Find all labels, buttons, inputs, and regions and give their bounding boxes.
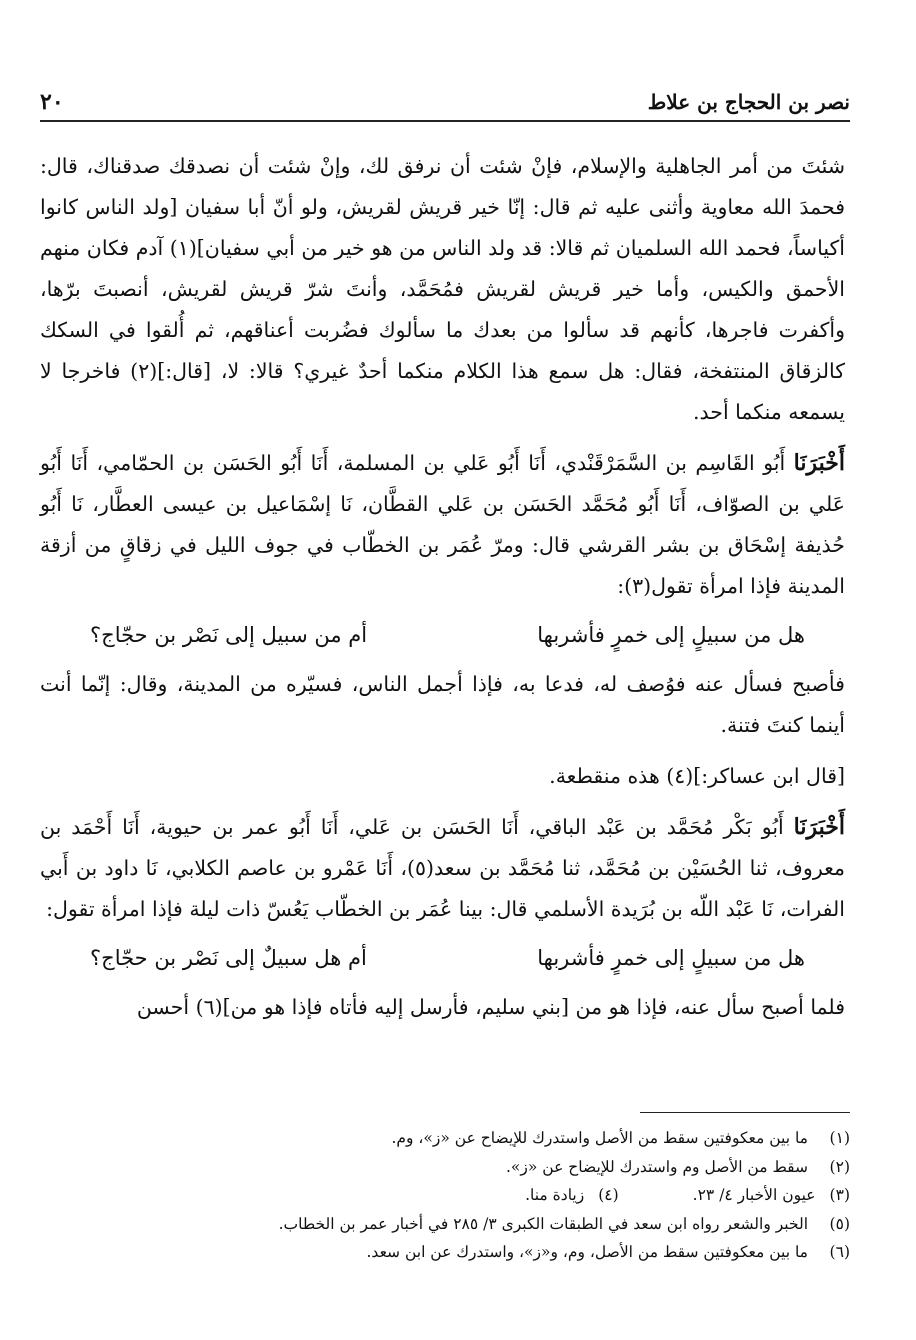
footnote-number: (٣)	[829, 1186, 850, 1204]
main-text	[40, 146, 845, 1028]
page-number: ٢٠	[40, 89, 64, 115]
paragraph-5	[40, 807, 845, 930]
text-line: فأصبح فسأل عنه فوُصف له، فدعا به، فإذا أجمل الناس، فسيّره من المدينة، وقال:	[119, 672, 845, 696]
text-line: [قال:](٢) فاخرجا لا يسمعه منكما أحد.	[40, 359, 845, 424]
text-line: أنصبتَ برّها، وأكفرت فاجرها، كأنهم قد سألوا من بعدك ما سألوك فضُربت أعناقهم، ثم	[40, 277, 845, 342]
text-line: إنّما أنت أينما كنتَ فتنة.	[40, 672, 845, 737]
verse-first-hemistich: هل من سبيلٍ إلى خمرٍ فأشربها	[537, 623, 805, 647]
footnotes	[40, 1124, 850, 1267]
paragraph-3	[40, 664, 845, 746]
footnote-number: (١)	[829, 1129, 850, 1147]
text-line: شئتَ من أمر الجاهلية والإسلام، فإنْ شئت أن نرفق لك، وإنْ شئت أن نصدقك صدقناك،	[86, 154, 845, 178]
text-line: الحمّامي، أَنَا أَبُو عَلي بن الصوّاف، أَنَا أَبُو مُحَمَّد الحَسَن بن عَلي القطَّان، نَا إسْمَاعيل بن	[40, 451, 845, 516]
footnote-number: (٥)	[829, 1214, 850, 1233]
footnote	[40, 1124, 850, 1153]
footnote-number: (٢)	[829, 1157, 850, 1176]
footnote-number: (٤)	[598, 1186, 619, 1204]
text-line: الكلابي، نَا داود بن أَبي الفرات، نَا عَبْد اللّه بن بُرَيدة الأسلمي قال: بينا عُمَر بن الخطّاب	[40, 856, 845, 921]
text-line: أَبُو القَاسِم بن السَّمَرْقَنْدي، أَنَا أَبُو عَلي بن المسلمة، أَنَا أَبُو الحَسَن بن	[182, 451, 786, 475]
verse-second-hemistich: أم من سبيل إلى نَصْر بن حجّاج؟	[90, 623, 368, 647]
verse-first-hemistich: هل من سبيلٍ إلى خمرٍ فأشربها	[537, 946, 805, 970]
verse-second-hemistich: أم هل سبيلٌ إلى نَصْر بن حجّاج؟	[90, 946, 367, 970]
text-line: الليل في زقاقٍ من أزقة المدينة فإذا امرأة تقول(٣):	[40, 533, 845, 598]
footnote-pair	[40, 1181, 850, 1210]
text-line: قال: فحمدَ الله معاوية وأثنى عليه ثم قال: إنّا خير قريش لقريش، ولو أنّ أبا سفيان [ولد	[40, 154, 845, 219]
verse-2	[40, 938, 845, 979]
paragraph-1	[40, 146, 845, 433]
text-line: أَبُو بَكْر مُحَمَّد بن عَبْد الباقي، أَنَا الحَسَن بن عَلي، أَنَا أَبُو عمر بن حيوية، أَنَا	[122, 815, 784, 839]
text-line: عيسى العطَّار، نَا أَبُو حُذيفة إسْحَاق بن بشر القرشي قال: ومرّ عُمَر بن الخطّاب في جوف	[40, 492, 845, 557]
text-line: أَحْمَد بن معروف، ثنا الحُسَيْن بن مُحَمَّد، ثنا مُحَمَّد بن سعد(٥)، أَنَا عَمْرو بن عاصم	[40, 815, 845, 880]
paragraph-4: [قال ابن عساكر:](٤) هذه منقطعة.	[549, 764, 845, 788]
verse-1	[40, 615, 845, 656]
footnote	[40, 1238, 850, 1267]
footnote-text: الخبر والشعر رواه ابن سعد في الطبقات الكبرى ٣/ ٢٨٥ في أخبار عمر بن الخطاب.	[278, 1214, 808, 1233]
footnote	[40, 1153, 850, 1182]
footnote-text: عيون الأخبار ٤/ ٢٣.	[692, 1186, 816, 1204]
paragraph-2	[40, 443, 845, 607]
running-title: نصر بن الحجاج بن علاط	[647, 90, 850, 114]
footnote-text: ما بين معكوفتين سقط من الأصل واستدرك للإيضاح عن «ز»، وم.	[391, 1129, 808, 1147]
footnote	[40, 1210, 850, 1239]
page-header	[40, 84, 850, 122]
text-line: آدم فكان منهم الأحمق والكيس، وأما خير قريش لقريش فمُحَمَّد، وأنتَ شرّ قريش لقريش،	[40, 236, 845, 301]
isnad-lead-word: أَخْبَرَنَا	[793, 450, 845, 476]
footnote-text: ما بين معكوفتين سقط من الأصل، وم، و«ز»، واستدرك عن ابن سعد.	[366, 1243, 808, 1261]
footnote-text: زيادة منا.	[525, 1186, 585, 1204]
footnote-separator	[640, 1112, 850, 1113]
isnad-lead-word: أَخْبَرَنَا	[793, 814, 845, 840]
paragraph-6: فلما أصبح سأل عنه، فإذا هو من [بني سليم، فأرسل إليه فأتاه فإذا هو من](٦) أحسن	[136, 995, 845, 1019]
text-line: أُلقوا في السكك كالزقاق المنتفخة، فقال: هل سمع هذا الكلام منكما أحدٌ غيري؟ قالا: لا،	[40, 318, 845, 383]
text-line: الناس كانوا أكياساً، فحمد الله السلميان ثم قالا: قد ولد الناس من هو خير من أبي سفيان](١)	[40, 195, 845, 260]
text-line: يَعُسّ ذات ليلة فإذا امرأة تقول:	[46, 897, 309, 921]
footnote-number: (٦)	[829, 1243, 850, 1261]
footnote-text: سقط من الأصل وم واستدرك للإيضاح عن «ز».	[506, 1157, 808, 1176]
